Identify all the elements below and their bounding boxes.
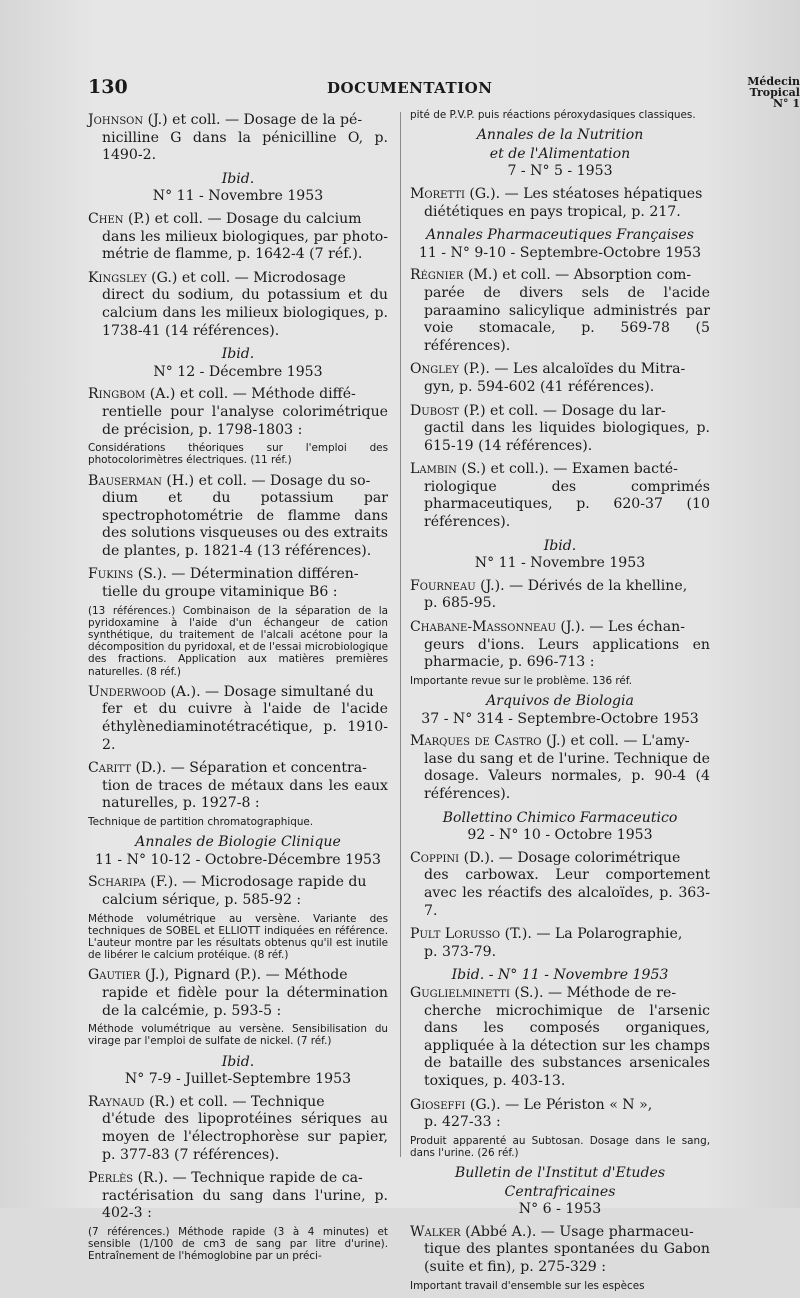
bibliography-entry [410, 619, 710, 672]
issue-heading: 7 - N° 5 - 1953 [507, 163, 613, 180]
bibliography-entry [410, 361, 710, 396]
entry-first-line: (G.). — Les stéatoses hépatiques [469, 185, 703, 202]
entry-first-line: (D.). — Dosage colorimétrique [463, 849, 681, 866]
entry-first-line: (J.) et coll. — Dosage de la pé- [147, 112, 363, 128]
author-name: Coppini [410, 849, 460, 866]
bibliography-entry [410, 267, 710, 355]
entry-first-line: (M.) et coll. — Absorption com- [467, 267, 692, 284]
issue-heading: 37 - N° 314 - Septembre-Octobre 1953 [421, 710, 699, 727]
journal-title: Arquivos de Biologia [486, 693, 634, 710]
journal-title: Bollettino Chimico Farmaceutico [442, 809, 678, 826]
entry-first-line: (P.) et coll. — Dosage du calcium [128, 210, 362, 227]
entry-first-line: (J.). — Les échan- [560, 619, 685, 636]
author-name: Bauserman [88, 472, 162, 489]
bibliography-entry [88, 386, 388, 439]
entry-note: Méthode volumétrique au versène. Sensibilisation du virage par l'emploi de sulfate de nickel. (7 réf.) [88, 1023, 388, 1048]
entry-continuation: rentielle pour l'analyse colorimétrique de précision, p. 1798-1803 : [102, 403, 388, 438]
entry-continuation: fer et du cuivre à l'aide de l'acide éthylènediaminotétracétique, p. 1910-2. [102, 701, 388, 753]
right-column [410, 109, 710, 1298]
issue-heading: N° 11 - Novembre 1953 [152, 188, 324, 205]
bibliography-entry [88, 760, 388, 813]
issue-heading: 11 - N° 9-10 - Septembre-Octobre 1953 [418, 244, 702, 261]
author-name: Ongley [410, 361, 459, 378]
author-name: Marques de Castro [410, 733, 542, 750]
entry-continuation: cherche microchimique de l'arsenic dans les composés organiques, appliquée à la détection sur les champs de bataille des substances arsenicales toxiques, p. 403-13. [424, 1002, 710, 1089]
ibid-heading: Ibid. [221, 346, 255, 363]
corner-line: Médecin [747, 75, 800, 88]
entry-note: (13 références.) Combinaison de la séparation de la pyridoxamine à l'aide d'un échangeur de cation synthétique, du traitement de l'alcali acétone pour la décomposition du pyridoxal, et de l'essai microbiologique des fractions. Application aux matières premières naturelles. (8 réf.) [88, 604, 388, 678]
entry-first-line: (J.). — Dérivés de la khelline, [480, 577, 688, 594]
issue-heading: N° 6 - 1953 [518, 1201, 602, 1218]
entry-note: Considérations théoriques sur l'emploi des photocolorimètres électriques. (11 réf.) [88, 442, 388, 467]
bibliography-entry [410, 1097, 710, 1132]
entry-continuation: nicilline G dans la pénicilline O, p. 1490-2. [102, 129, 388, 164]
ibid-heading: Ibid. [221, 1053, 255, 1070]
ibid-heading: Ibid. [543, 537, 577, 554]
bibliography-entry [88, 1170, 388, 1223]
entry-first-line: (A.). — Dosage simultané du [170, 683, 374, 700]
entry-first-line: (A.) et coll. — Méthode diffé- [149, 386, 356, 403]
entry-first-line: (H.) et coll. — Dosage du so- [166, 472, 371, 489]
bibliography-entry [88, 566, 388, 601]
bibliography-entry [410, 733, 710, 803]
journal-title: Annales de Biologie Clinique [135, 834, 341, 851]
issue-heading: N° 7-9 - Juillet-Septembre 1953 [124, 1071, 352, 1088]
left-column [88, 112, 388, 1269]
entry-first-line: (S.). — Détermination différen- [137, 566, 359, 583]
issue-heading: N° 12 - Décembre 1953 [153, 363, 323, 380]
entry-first-line: (R.). — Technique rapide de ca- [137, 1170, 363, 1187]
entry-first-line: (F.). — Microdosage rapide du [150, 874, 367, 891]
entry-continuation: tielle du groupe vitaminique B6 : [102, 584, 338, 601]
entry-continuation: tique des plantes spontanées du Gabon (suite et fin), p. 275-329 : [424, 1241, 710, 1276]
entry-continuation: diététiques en pays tropical, p. 217. [424, 203, 681, 220]
author-name: Lambin [410, 461, 457, 478]
entry-continuation: rapide et fidèle pour la détermination de la calcémie, p. 593-5 : [102, 985, 388, 1019]
entry-continuation: tion de traces de métaux dans les eaux naturelles, p. 1927-8 : [102, 777, 388, 812]
entry-continuation: dium et du potassium par spectrophotométrie de flamme dans des solutions visqueuses ou des extraits de plantes, p. 1821-4 (13 références). [102, 490, 388, 559]
entry-first-line: (J.) et coll. — L'amy- [545, 733, 690, 750]
entry-continuation: des carbowax. Leur comportement avec les réactifs des alcaloïdes, p. 363-7. [424, 867, 710, 919]
entry-note: Technique de partition chromatographique. [88, 816, 314, 829]
entry-continuation: gactil dans les liquides biologiques, p. 615-19 (14 références). [424, 420, 710, 454]
entry-note: Important travail d'ensemble sur les espèces [410, 1279, 645, 1292]
entry-continuation: geurs d'ions. Leurs applications en pharmacie, p. 696-713 : [424, 636, 710, 671]
entry-first-line: (T.). — La Polarographie, [504, 926, 683, 943]
author-name: Gautier [88, 967, 141, 984]
journal-title: Annales Pharmaceutiques Françaises [425, 227, 694, 244]
author-name: Gioseffi [410, 1096, 466, 1113]
author-name: Dubost [410, 402, 459, 419]
bibliography-entry [410, 403, 710, 456]
bibliography-entry [410, 1224, 710, 1277]
bibliography-entry [410, 985, 710, 1091]
author-name: Walker [410, 1223, 461, 1240]
journal-title: et de l'Alimentation [489, 145, 631, 162]
entry-note: Produit apparenté au Subtosan. Dosage dans le sang, dans l'urine. (26 réf.) [410, 1134, 710, 1159]
author-name: Ringbom [88, 386, 146, 403]
bibliography-entry [88, 211, 388, 264]
entry-continuation: gyn, p. 594-602 (41 références). [424, 378, 655, 395]
author-name: Moretti [410, 185, 465, 202]
corner-line: N° 1 [772, 97, 800, 110]
bibliography-entry [410, 186, 710, 221]
entry-first-line: (S.). — Méthode de re- [514, 984, 677, 1001]
author-name: Caritt [88, 760, 132, 777]
journal-title: Bulletin de l'Institut d'Etudes [454, 1165, 666, 1182]
entry-first-line: (G.) et coll. — Microdosage [151, 269, 346, 286]
author-name: Pult Lorusso [410, 926, 501, 943]
entry-continuation: p. 427-33 : [424, 1114, 501, 1131]
issue-heading: N° 11 - Novembre 1953 [474, 555, 646, 572]
author-name: Chen [88, 210, 124, 227]
entry-continuation: lase du sang et de l'urine. Technique de dosage. Valeurs normales, p. 90-4 (4 références). [424, 750, 710, 802]
corner-line: Tropical [749, 86, 800, 99]
bibliography-entry [410, 461, 710, 531]
entry-continuation: ractérisation du sang dans l'urine, p. 402-3 : [102, 1187, 388, 1222]
author-name: Johnson [88, 112, 144, 128]
page-number: 130 [88, 76, 128, 98]
bibliography-entry [410, 578, 710, 613]
author-name: Underwood [88, 683, 166, 700]
bibliography-entry [88, 112, 388, 165]
entry-note: Méthode volumétrique au versène. Variante des techniques de SOBEL et ELLIOTT indiquées en référence. L'auteur montre par les résultats obtenus qu'il est inutile de libérer le calcium protéique. (8 réf.) [88, 912, 388, 962]
author-name: Fourneau [410, 577, 476, 594]
journal-title: Annales de la Nutrition [476, 127, 644, 144]
author-name: Chabane-Massonneau [410, 619, 556, 636]
author-name: Perlès [88, 1170, 134, 1187]
bibliography-entry [88, 473, 388, 561]
bibliography-entry [88, 270, 388, 340]
entry-first-line: (P.). — Les alcaloïdes du Mitra- [463, 361, 686, 378]
entry-first-line: (D.). — Séparation et concentra- [135, 760, 367, 777]
journal-corner-label [738, 76, 800, 109]
entry-first-line: (R.) et coll. — Technique [148, 1093, 325, 1110]
running-title: DOCUMENTATION [327, 79, 493, 97]
bibliography-entry [88, 967, 388, 1020]
entry-continuation: calcium sérique, p. 585-92 : [102, 892, 302, 909]
author-name: Scharipa [88, 874, 146, 891]
entry-note: Importante revue sur le problème. 136 réf. [410, 674, 632, 687]
author-name: Régnier [410, 267, 464, 284]
entry-first-line: (P.) et coll. — Dosage du lar- [463, 402, 666, 419]
entry-note: (7 références.) Méthode rapide (3 à 4 minutes) et sensible (1/100 de cm3 de sang par litre d'urine). Entraînement de l'hémoglobine par un préci- [88, 1225, 388, 1263]
entry-continuation: parée de divers sels de l'acide paraamino salicylique administrés par voie stomacale, p. 569-78 (5 références). [424, 284, 710, 354]
bibliography-entry [410, 926, 710, 961]
entry-continuation: dans les milieux biologiques, par photo-métrie de flamme, p. 1642-4 (7 réf.). [102, 228, 388, 263]
entry-first-line: (G.). — Le Périston « N », [469, 1096, 653, 1113]
journal-title: Centrafricaines [504, 1183, 616, 1200]
author-name: Fukins [88, 566, 134, 583]
author-name: Guglielminetti [410, 984, 510, 1001]
bibliography-entry [88, 1094, 388, 1164]
column-divider [400, 112, 401, 1157]
entry-continuation: riologique des comprimés pharmaceutiques, p. 620-37 (10 références). [424, 478, 710, 531]
issue-heading: 92 - N° 10 - Octobre 1953 [467, 827, 653, 844]
issue-heading: 11 - N° 10-12 - Octobre-Décembre 1953 [94, 851, 381, 868]
bibliography-entry [88, 684, 388, 754]
entry-continuation: direct du sodium, du potassium et du calcium dans les milieux biologiques, p. 1738-41 (14 références). [102, 287, 388, 339]
author-name: Kingsley [88, 269, 147, 286]
entry-continuation: d'étude des lipoprotéines sériques au moyen de l'électrophorèse sur papier, p. 377-83 (7 références). [102, 1111, 388, 1163]
entry-first-line: (Abbé A.). — Usage pharmaceu- [465, 1223, 694, 1240]
entry-continuation: p. 685-95. [424, 595, 497, 612]
author-name: Raynaud [88, 1093, 145, 1110]
entry-first-line: (S.) et coll.). — Examen bacté- [461, 461, 678, 478]
entry-note: pité de P.V.P. puis réactions péroxydasiques classiques. [410, 109, 696, 121]
ibid-heading: Ibid. - N° 11 - Novembre 1953 [451, 967, 669, 984]
ibid-heading: Ibid. [221, 170, 255, 187]
bibliography-entry [88, 874, 388, 909]
bibliography-entry [410, 850, 710, 920]
entry-continuation: p. 373-79. [424, 943, 497, 960]
entry-first-line: (J.), Pignard (P.). — Méthode [144, 967, 348, 984]
